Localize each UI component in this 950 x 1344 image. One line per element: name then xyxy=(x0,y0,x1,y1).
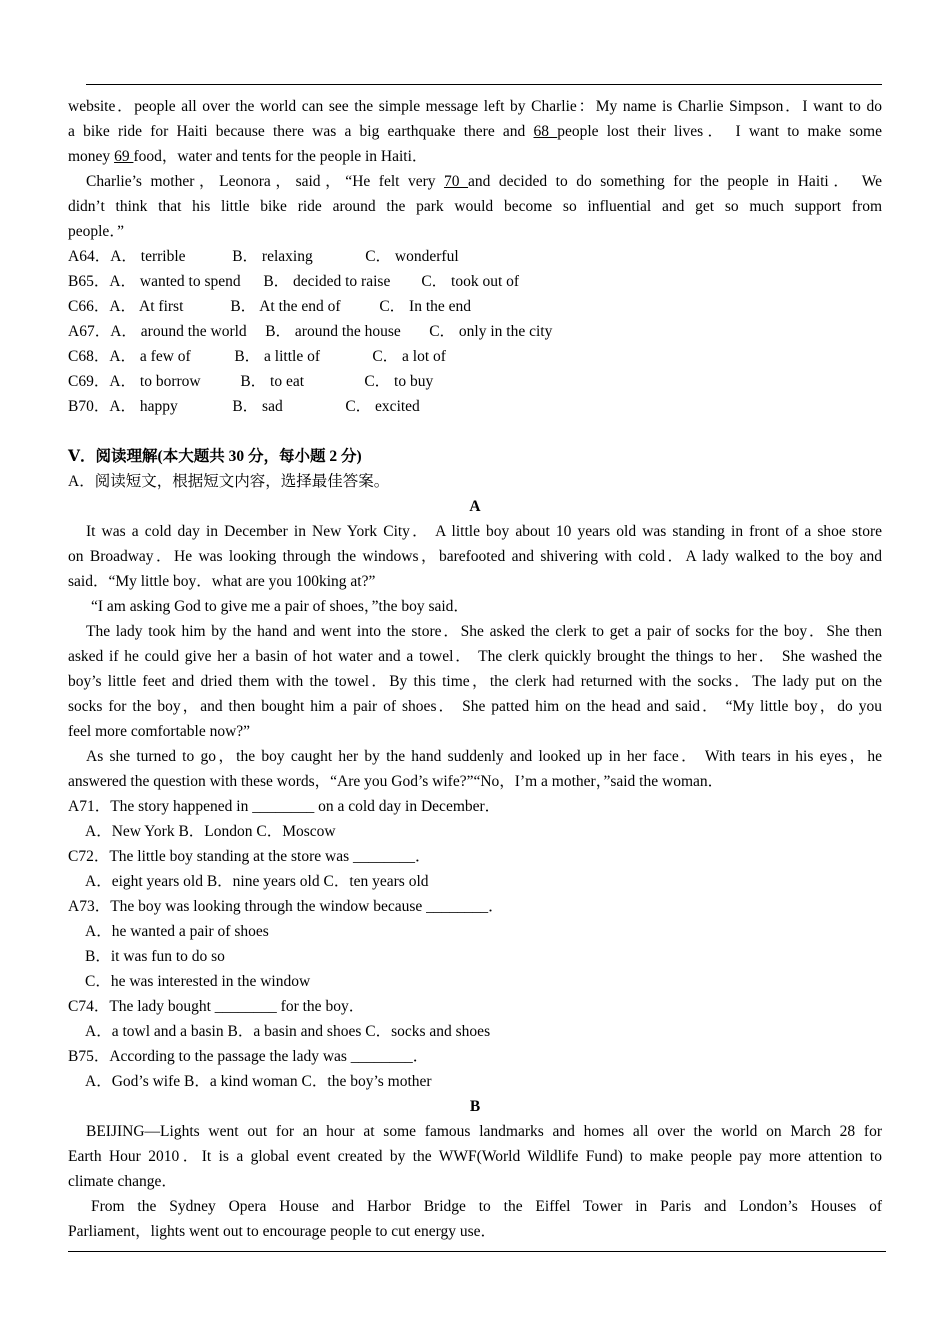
text-line: website．people all over the world can see the simple message left by Charlie：My name is Charlie Simpson．I want to do xyxy=(68,98,882,115)
question-75: B75．According to the passage the lady was ________． xyxy=(68,1048,429,1065)
passage-line: The lady took him by the hand and went into the store．She asked the clerk to get a pair of socks for the boy．She then xyxy=(86,623,882,640)
question-option: C．he was interested in the window xyxy=(85,973,311,990)
question-69: C69．A． to borrow B． to eat C． to buy xyxy=(68,373,434,390)
passage-line: feel more comfortable now?” xyxy=(68,723,251,740)
document-body xyxy=(68,94,882,1244)
text-line: a bike ride for Haiti because there was a big earthquake there and 68 people lost their lives． I want to make some xyxy=(68,123,882,140)
header-rule xyxy=(86,84,882,85)
passage-line: answered the question with these words，“Are you God’s wife?”“No，I’m a mother，”said the woman． xyxy=(68,773,724,790)
text-line: people．” xyxy=(68,223,124,240)
question-option: A．God’s wife B．a kind woman C．the boy’s mother xyxy=(85,1073,432,1090)
question-70: B70．A． happy B． sad C． excited xyxy=(68,398,420,415)
question-option: A．a towl and a basin B．a basin and shoes C．socks and shoes xyxy=(85,1023,491,1040)
question-73: A73．The boy was looking through the window because ________． xyxy=(68,898,504,915)
passage-line: BEIJING—Lights went out for an hour at some famous landmarks and homes all over the world on March 28 for xyxy=(86,1123,882,1140)
question-66: C66．A． At first B． At the end of C． In the end xyxy=(68,298,472,315)
passage-line: Parliament，lights went out to encourage people to cut energy use． xyxy=(68,1223,497,1240)
footer-rule xyxy=(68,1251,886,1252)
passage-line: Earth Hour 2010．It is a global event created by the WWF(World Wildlife Fund) to make people pay more attention to xyxy=(68,1148,882,1165)
question-74: C74．The lady bought ________ for the boy． xyxy=(68,998,365,1015)
question-67: A67．A． around the world B． around the house C． only in the city xyxy=(68,323,553,340)
passage-line: As she turned to go，the boy caught her by the hand suddenly and looked up in her face． With tears in his eyes，he xyxy=(86,748,882,765)
blank-70: 70 xyxy=(444,173,469,190)
blank-68: 68 xyxy=(533,123,558,140)
question-option: A．eight years old B．nine years old C．ten years old xyxy=(85,873,429,890)
blank-69: 69 xyxy=(114,148,134,165)
question-option: A．New York B．London C．Moscow xyxy=(85,823,336,840)
text-line: didn’t think that his little bike ride around the park would become so influential and get so much support from xyxy=(68,198,882,215)
text-line: money 69 food，water and tents for the people in Haiti． xyxy=(68,148,428,165)
section-heading: Ⅴ．阅读理解(本大题共 30 分，每小题 2 分) xyxy=(68,448,362,465)
passage-line: said．“My little boy．what are you 100king at?” xyxy=(68,573,376,590)
question-64: A64．A． terrible B． relaxing C． wonderful xyxy=(68,248,459,265)
passage-line: socks for the boy，and then bought him a pair of shoes． She patted him on the head and said． “My little boy，do you xyxy=(68,698,882,715)
question-71: A71．The story happened in ________ on a cold day in December． xyxy=(68,798,501,815)
question-68: C68．A． a few of B． a little of C． a lot of xyxy=(68,348,446,365)
passage-line: asked if he could give her a basin of hot water and a towel． The clerk quickly brought the things to her． She washed the xyxy=(68,648,882,665)
text-line: Charlie’s mother，Leonora，said，“He felt very 70 and decided to do something for the people in Haiti． We xyxy=(86,173,883,190)
section-instruction: A．阅读短文，根据短文内容，选择最佳答案。 xyxy=(68,473,390,490)
passage-line: “I am asking God to give me a pair of shoes，”the boy said． xyxy=(91,598,469,615)
passage-b-title: B xyxy=(469,1098,481,1115)
passage-line: It was a cold day in December in New York City． A little boy about 10 years old was standing in front of a shoe store xyxy=(86,523,882,540)
passage-line: on Broadway．He was looking through the windows，barefooted and shivering with cold．A lady walked to the boy and xyxy=(68,548,882,565)
passage-line: boy’s little feet and dried them with the towel．By this time，the clerk had returned with the socks．The lady put on the xyxy=(68,673,882,690)
question-option: A．he wanted a pair of shoes xyxy=(85,923,269,940)
question-option: B．it was fun to do so xyxy=(85,948,225,965)
passage-line: From the Sydney Opera House and Harbor Bridge to the Eiffel Tower in Paris and London’s Houses of xyxy=(91,1198,882,1215)
question-72: C72．The little boy standing at the store was ________． xyxy=(68,848,431,865)
question-65: B65．A． wanted to spend B． decided to raise C． took out of xyxy=(68,273,520,290)
passage-line: climate change． xyxy=(68,1173,177,1190)
passage-a-title: A xyxy=(469,498,481,515)
